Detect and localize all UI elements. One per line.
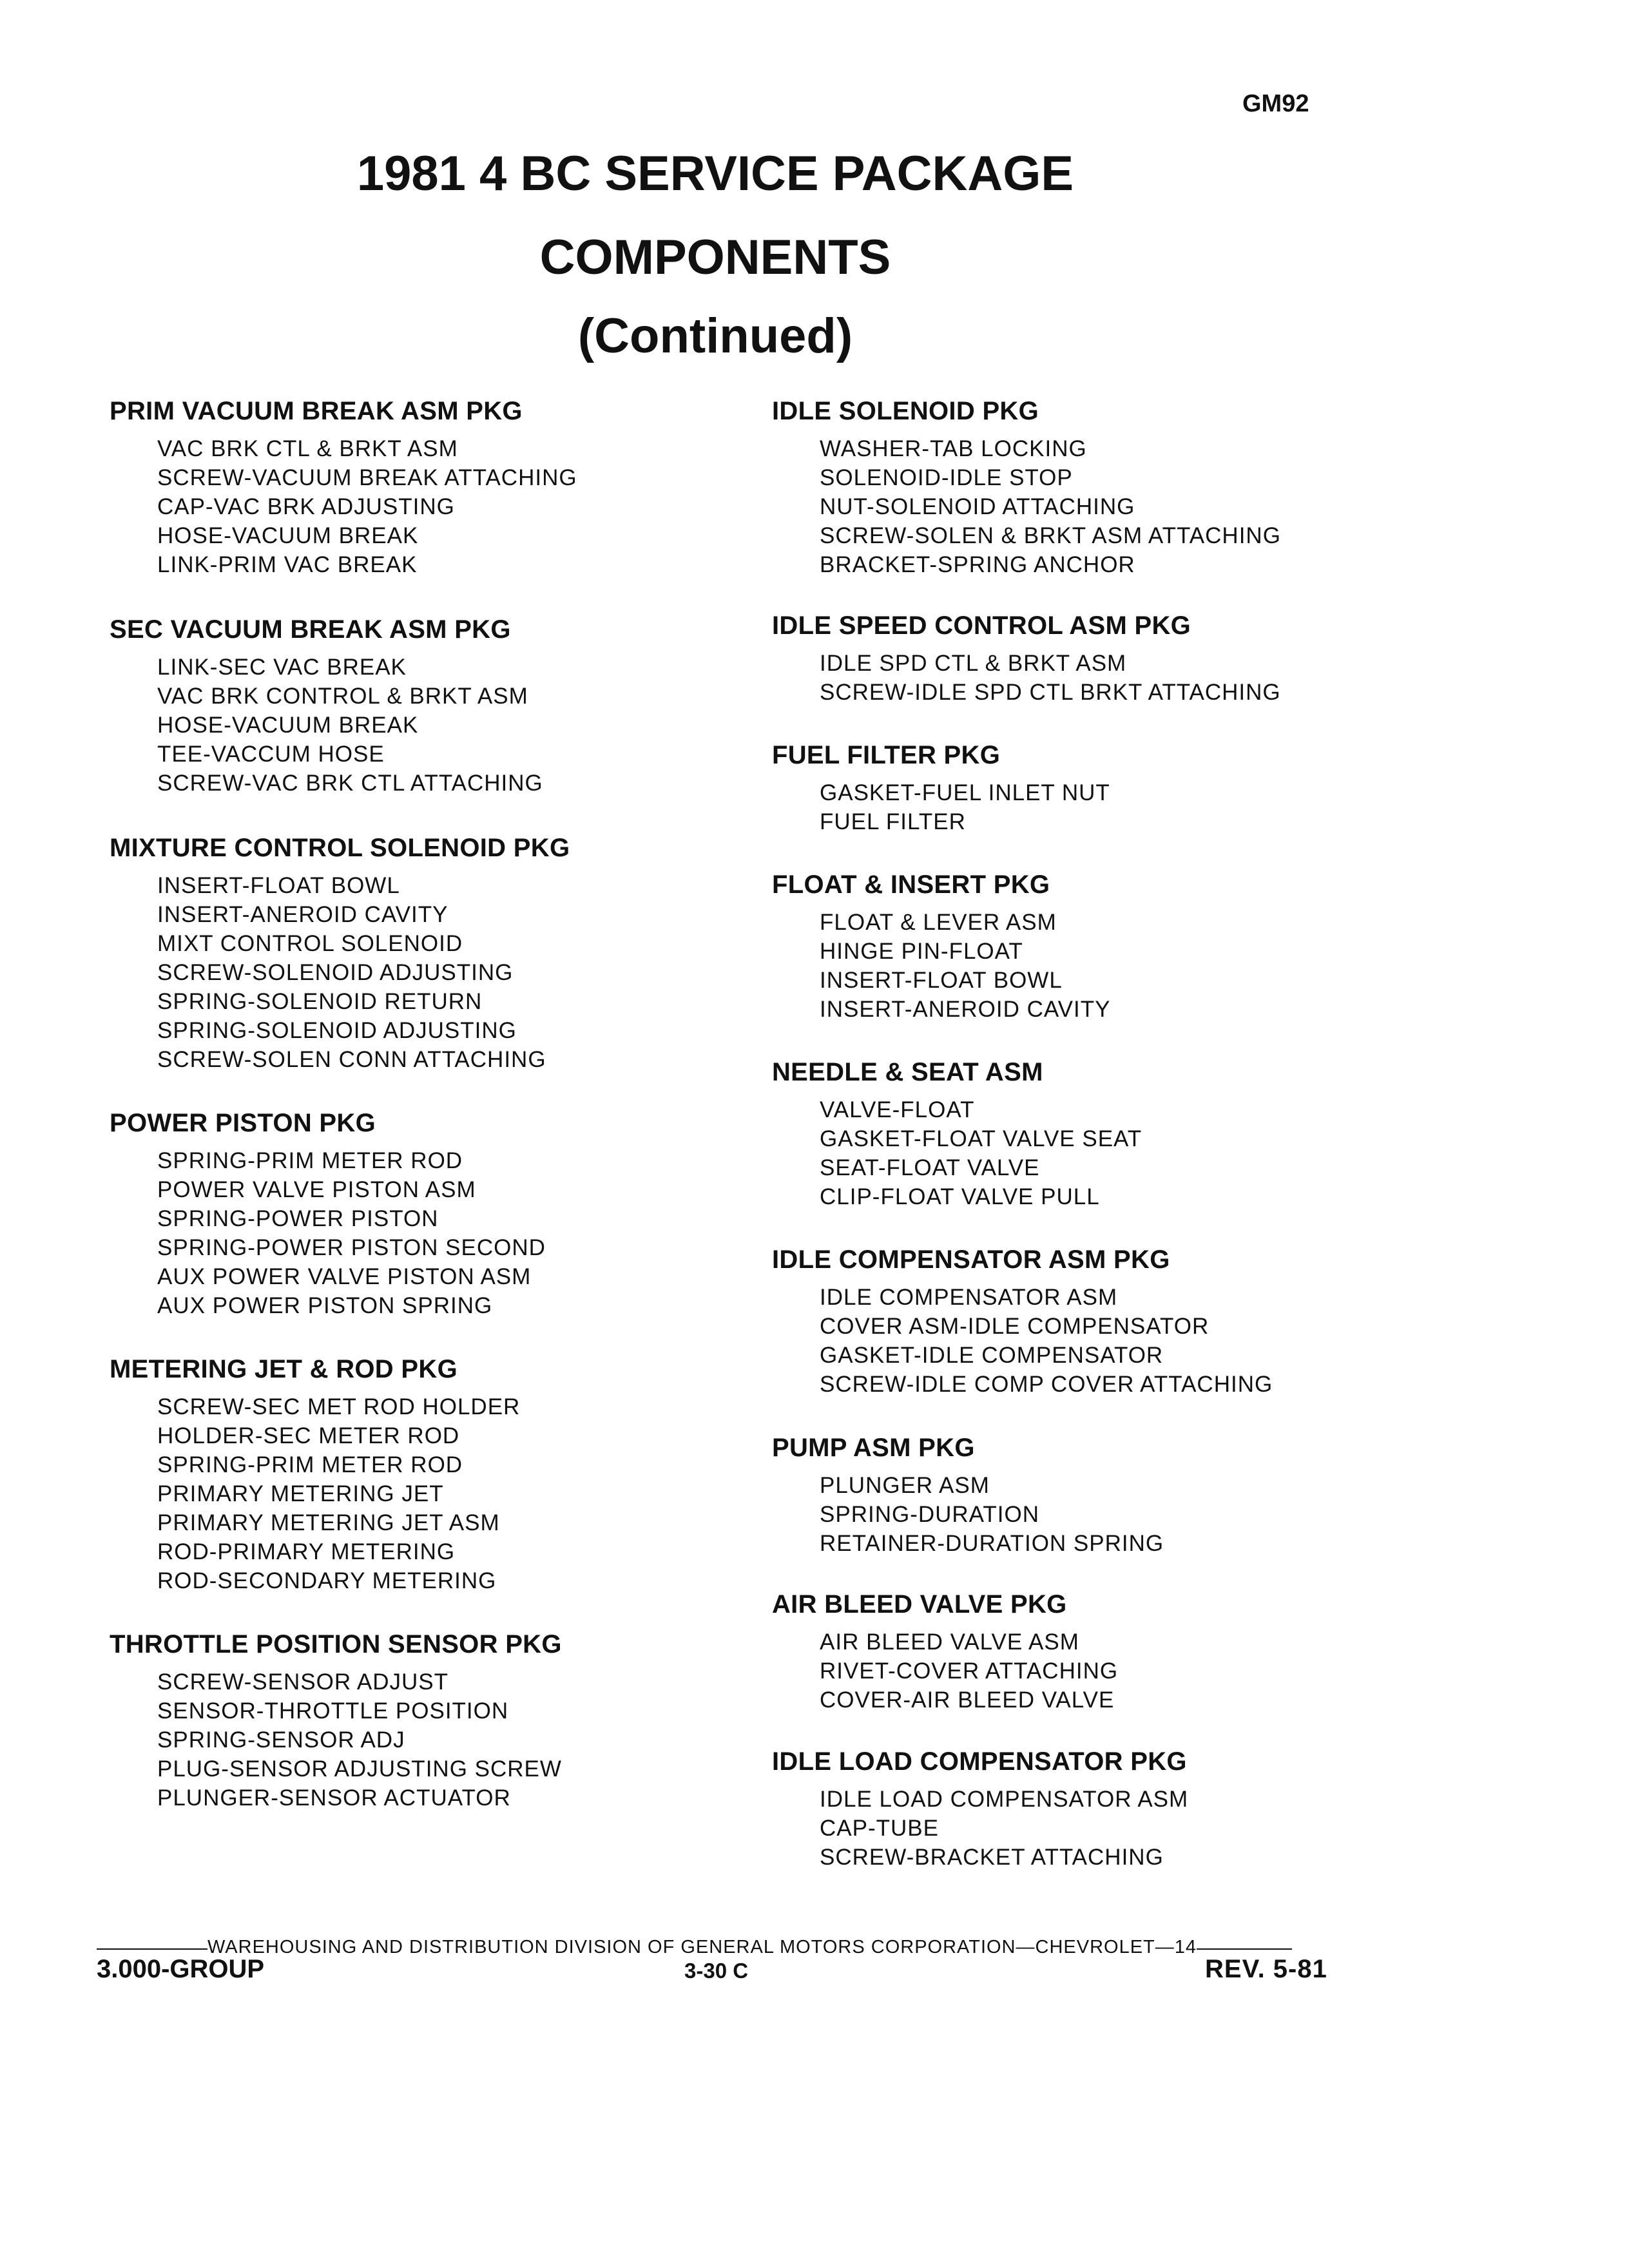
package-item: AIR BLEED VALVE ASM (820, 1629, 1079, 1655)
package-item: NUT-SOLENOID ATTACHING (820, 494, 1135, 519)
package-block (772, 1591, 1455, 1715)
package-item: LINK-SEC VAC BREAK (157, 655, 407, 680)
package-item-list (110, 1392, 754, 1595)
package-item: SCREW-SENSOR ADJUST (157, 1669, 449, 1695)
package-block (772, 872, 1455, 1024)
package-item: AUX POWER VALVE PISTON ASM (157, 1264, 532, 1289)
package-item: MIXT CONTROL SOLENOID (157, 931, 463, 956)
package-item: VAC BRK CONTROL & BRKT ASM (157, 684, 528, 709)
package-item: INSERT-ANEROID CAVITY (157, 902, 448, 927)
left-column (110, 398, 754, 1812)
package-item: HOSE-VACUUM BREAK (157, 523, 419, 548)
package-title: IDLE COMPENSATOR ASM PKG (772, 1245, 1170, 1274)
package-item: TEE-VACCUM HOSE (157, 742, 385, 767)
package-item: SENSOR-THROTTLE POSITION (157, 1698, 509, 1724)
footer-page-number: 3-30 C (684, 1959, 749, 1983)
package-item: SCREW-IDLE COMP COVER ATTACHING (820, 1372, 1273, 1397)
package-item: ROD-PRIMARY METERING (157, 1539, 456, 1564)
package-title: POWER PISTON PKG (110, 1109, 376, 1137)
package-title: PUMP ASM PKG (772, 1434, 975, 1462)
package-item-list (772, 1471, 1455, 1558)
package-item: VAC BRK CTL & BRKT ASM (157, 436, 458, 461)
package-item: SPRING-PRIM METER ROD (157, 1452, 463, 1477)
package-item: SCREW-IDLE SPD CTL BRKT ATTACHING (820, 680, 1281, 705)
package-block (772, 1059, 1455, 1211)
package-item: CAP-TUBE (820, 1816, 939, 1841)
package-item: SCREW-VACUUM BREAK ATTACHING (157, 465, 577, 490)
package-block (772, 742, 1455, 836)
package-item: POWER VALVE PISTON ASM (157, 1177, 476, 1202)
package-block (772, 398, 1455, 579)
document-code: GM92 (1242, 90, 1309, 117)
package-title: NEEDLE & SEAT ASM (772, 1058, 1043, 1086)
package-item: INSERT-FLOAT BOWL (820, 968, 1063, 993)
page-title-line1: 1981 4 BC SERVICE PACKAGE (356, 146, 1074, 201)
right-column (772, 398, 1455, 1872)
package-item: RIVET-COVER ATTACHING (820, 1658, 1119, 1684)
package-item: SPRING-DURATION (820, 1502, 1040, 1527)
package-item: ROD-SECONDARY METERING (157, 1568, 497, 1593)
package-item: PLUNGER-SENSOR ACTUATOR (157, 1785, 511, 1811)
package-item: IDLE SPD CTL & BRKT ASM (820, 651, 1127, 676)
package-item: SOLENOID-IDLE STOP (820, 465, 1073, 490)
package-item-list (110, 434, 754, 579)
package-item: VALVE-FLOAT (820, 1097, 975, 1122)
package-title: PRIM VACUUM BREAK ASM PKG (110, 397, 523, 425)
footer-division-text: WAREHOUSING AND DISTRIBUTION DIVISION OF GENERAL MOTORS CORPORATION—CHEVROLET—14 (207, 1937, 1197, 1957)
footer-rule-right (1197, 1948, 1292, 1950)
footer-rule-left (97, 1948, 207, 1950)
package-title: FUEL FILTER PKG (772, 741, 1001, 769)
package-item: GASKET-IDLE COMPENSATOR (820, 1343, 1164, 1368)
package-title: SEC VACUUM BREAK ASM PKG (110, 615, 511, 644)
package-item: AUX POWER PISTON SPRING (157, 1293, 493, 1318)
package-title: IDLE SPEED CONTROL ASM PKG (772, 611, 1191, 640)
package-item: GASKET-FUEL INLET NUT (820, 780, 1110, 805)
package-item-list (110, 1146, 754, 1320)
package-item-list (772, 908, 1455, 1024)
package-item: SCREW-SOLEN CONN ATTACHING (157, 1047, 546, 1072)
package-item: RETAINER-DURATION SPRING (820, 1531, 1164, 1556)
package-item: GASKET-FLOAT VALVE SEAT (820, 1126, 1142, 1151)
package-item: FUEL FILTER (820, 809, 966, 834)
package-title: AIR BLEED VALVE PKG (772, 1590, 1067, 1619)
package-item: SCREW-SOLENOID ADJUSTING (157, 960, 514, 985)
package-item-list (772, 434, 1455, 579)
package-item-list (772, 1785, 1455, 1872)
page-title-line2: COMPONENTS (539, 230, 891, 285)
package-item: FLOAT & LEVER ASM (820, 910, 1057, 935)
package-item: COVER ASM-IDLE COMPENSATOR (820, 1314, 1210, 1339)
package-item: HOLDER-SEC METER ROD (157, 1423, 460, 1448)
package-item: SPRING-SOLENOID RETURN (157, 989, 483, 1014)
package-item: HINGE PIN-FLOAT (820, 939, 1023, 964)
package-title: IDLE SOLENOID PKG (772, 397, 1039, 425)
package-item: PRIMARY METERING JET (157, 1481, 444, 1506)
package-block (110, 1356, 754, 1595)
package-block (110, 835, 754, 1074)
package-item-list (772, 1283, 1455, 1399)
package-block (772, 1247, 1455, 1399)
package-title: IDLE LOAD COMPENSATOR PKG (772, 1747, 1187, 1776)
package-title: FLOAT & INSERT PKG (772, 870, 1050, 899)
package-block (772, 1749, 1455, 1872)
package-item: HOSE-VACUUM BREAK (157, 713, 419, 738)
package-item: INSERT-ANEROID CAVITY (820, 997, 1111, 1022)
package-block (772, 1435, 1455, 1558)
footer-revision: REV. 5-81 (1205, 1955, 1327, 1983)
package-item: SCREW-VAC BRK CTL ATTACHING (157, 771, 543, 796)
package-item-list (772, 1095, 1455, 1211)
package-title: METERING JET & ROD PKG (110, 1355, 458, 1383)
package-item: IDLE COMPENSATOR ASM (820, 1285, 1118, 1310)
package-item: INSERT-FLOAT BOWL (157, 873, 400, 898)
package-item: PRIMARY METERING JET ASM (157, 1510, 500, 1535)
package-block (110, 1110, 754, 1320)
package-item: PLUG-SENSOR ADJUSTING SCREW (157, 1756, 562, 1782)
package-item: SPRING-SENSOR ADJ (157, 1727, 405, 1753)
package-item: PLUNGER ASM (820, 1473, 990, 1498)
footer-group: 3.000-GROUP (97, 1955, 265, 1983)
package-item: SEAT-FLOAT VALVE (820, 1155, 1040, 1180)
package-item: CLIP-FLOAT VALVE PULL (820, 1184, 1100, 1209)
package-item: SPRING-POWER PISTON (157, 1206, 439, 1231)
package-item: IDLE LOAD COMPENSATOR ASM (820, 1787, 1189, 1812)
page-title-line3: (Continued) (577, 309, 853, 363)
package-item: CAP-VAC BRK ADJUSTING (157, 494, 455, 519)
package-block (772, 613, 1455, 707)
package-item: SCREW-SOLEN & BRKT ASM ATTACHING (820, 523, 1281, 548)
package-block (110, 1631, 754, 1812)
package-item: SPRING-PRIM METER ROD (157, 1148, 463, 1173)
package-item-list (110, 653, 754, 798)
package-item-list (772, 649, 1455, 707)
package-item-list (110, 1667, 754, 1812)
package-block (110, 617, 754, 798)
package-item: SCREW-SEC MET ROD HOLDER (157, 1394, 521, 1419)
package-item: COVER-AIR BLEED VALVE (820, 1687, 1115, 1713)
package-item: SCREW-BRACKET ATTACHING (820, 1845, 1164, 1870)
package-item: SPRING-SOLENOID ADJUSTING (157, 1018, 517, 1043)
package-block (110, 398, 754, 579)
package-item: WASHER-TAB LOCKING (820, 436, 1087, 461)
package-item: SPRING-POWER PISTON SECOND (157, 1235, 546, 1260)
package-item: LINK-PRIM VAC BREAK (157, 552, 418, 577)
package-item-list (110, 871, 754, 1074)
package-title: MIXTURE CONTROL SOLENOID PKG (110, 834, 570, 862)
package-item: BRACKET-SPRING ANCHOR (820, 552, 1135, 577)
package-title: THROTTLE POSITION SENSOR PKG (110, 1630, 562, 1658)
footer-division-line (97, 1937, 1353, 1958)
package-item-list (772, 1628, 1455, 1715)
package-item-list (772, 778, 1455, 836)
